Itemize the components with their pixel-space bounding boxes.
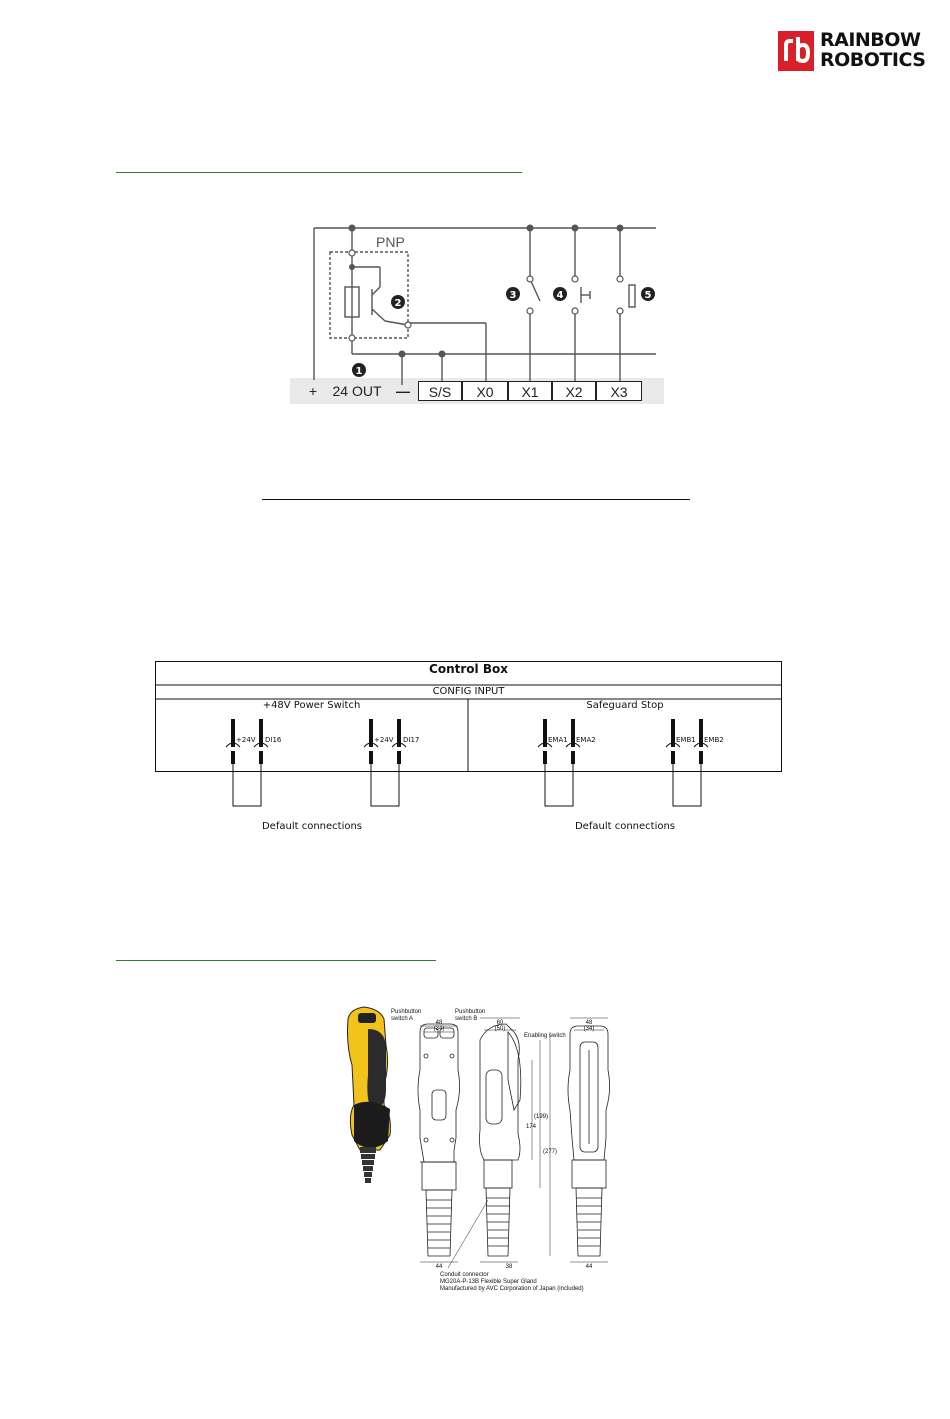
pin-di16: DI16: [265, 736, 282, 744]
pin-24v-2: +24V: [374, 736, 394, 744]
pin-emb2: EMB2: [704, 736, 724, 744]
conduit-line-3: Manufactured by AVC Corporation of Japan (included): [440, 1286, 584, 1292]
rb-logo-icon: [778, 31, 814, 71]
conduit-connector-note: [440, 1272, 584, 1293]
terminal-minus: —: [396, 383, 410, 399]
terminal-ss: S/S: [418, 381, 462, 401]
callout-1: 1: [355, 366, 363, 377]
pin-di17: DI17: [403, 736, 420, 744]
section-rule-3: [116, 960, 436, 961]
pushbutton-b-line-1: Pushbutton: [455, 1009, 486, 1015]
conduit-line-2: MG20A-P-13B Flexible Super Gland: [440, 1279, 537, 1285]
dim-48-back: 48: [585, 1020, 593, 1026]
config-input-label: CONFIG INPUT: [432, 686, 505, 697]
dimension-drawing: [410, 1010, 620, 1280]
logo-line-2: ROBOTICS: [820, 49, 926, 71]
terminal-24out: 24 OUT: [332, 383, 382, 399]
dim-34-back: (34): [583, 1026, 595, 1032]
logo-line-1: RAINBOW: [820, 29, 921, 51]
terminal-plus: +: [308, 383, 318, 399]
logo-mark: [778, 31, 814, 71]
callout-2: 2: [394, 298, 402, 309]
dim-44-front: 44: [435, 1264, 443, 1270]
dim-277: (277): [542, 1149, 558, 1155]
default-connections-left: Default connections: [261, 821, 363, 832]
pin-ema2: EMA2: [576, 736, 596, 744]
dim-60-side: 60: [496, 1020, 504, 1026]
pin-ema1: EMA1: [548, 736, 568, 744]
conduit-line-1: Conduit connector: [440, 1272, 489, 1278]
default-connections-right: Default connections: [574, 821, 676, 832]
dim-48-front: 48: [435, 1020, 443, 1026]
pushbutton-a-line-1: Pushbutton: [391, 1009, 422, 1015]
dim-38-side: 38: [505, 1264, 513, 1270]
enabling-switch-label: Enabling switch: [524, 1033, 566, 1039]
pnp-label: PNP: [376, 234, 405, 250]
pnp-wiring-diagram: [290, 215, 670, 385]
pushbutton-b-label: [455, 1009, 485, 1023]
dim-44-back: 44: [585, 1264, 593, 1270]
power-switch-label: +48V Power Switch: [262, 700, 361, 711]
section-rule-1: [116, 172, 522, 173]
enabling-switch-photo: [340, 1005, 400, 1185]
dim-50-side: (50): [494, 1026, 506, 1032]
terminal-x0: X0: [462, 381, 508, 401]
callout-4: 4: [556, 290, 564, 301]
section-rule-2: [262, 499, 690, 500]
pushbutton-a-label: [391, 1009, 421, 1023]
dim-34-front: (34): [433, 1026, 445, 1032]
control-box-title: Control Box: [429, 662, 508, 676]
callout-5: 5: [644, 290, 652, 301]
pin-emb1: EMB1: [676, 736, 696, 744]
terminal-x2: X2: [552, 381, 596, 401]
dim-174: 174: [525, 1124, 537, 1130]
dim-199: (199): [533, 1114, 549, 1120]
logo-text: [820, 30, 925, 70]
pushbutton-a-line-2: switch A: [391, 1016, 414, 1022]
pin-24v-1: +24V: [236, 736, 256, 744]
terminal-x1: X1: [508, 381, 552, 401]
terminal-x3: X3: [596, 381, 642, 401]
callout-3: 3: [509, 290, 517, 301]
safeguard-stop-label: Safeguard Stop: [586, 700, 664, 711]
pushbutton-b-line-2: switch B: [455, 1016, 478, 1022]
